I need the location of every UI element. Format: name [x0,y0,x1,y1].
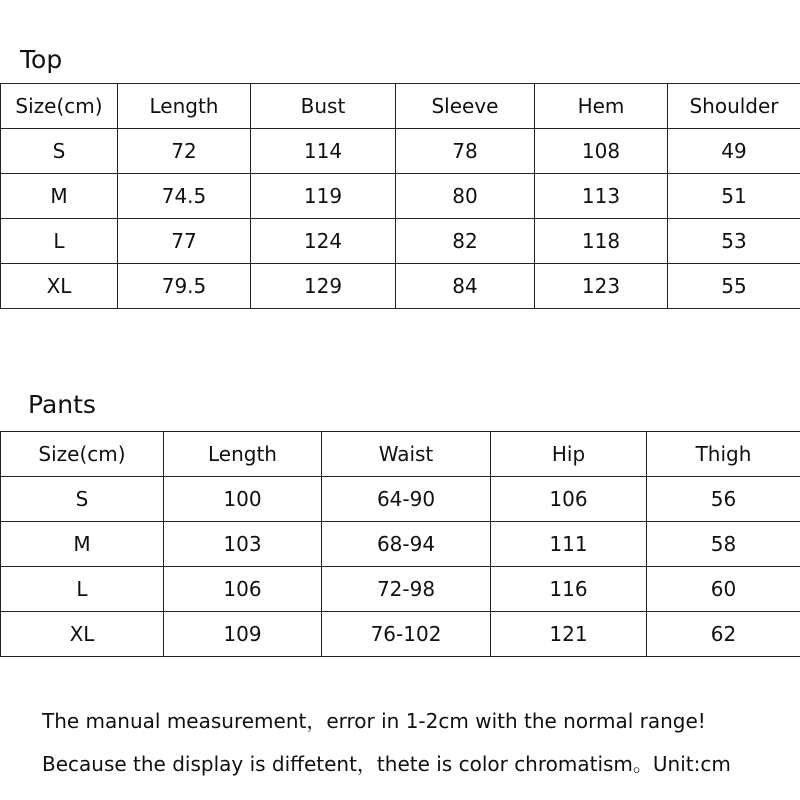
table-row [1,129,800,174]
table-cell: XL [1,264,118,309]
table-row [1,612,800,657]
table-cell: 106 [491,477,647,522]
table-cell: 111 [491,522,647,567]
header-cell: Length [118,84,251,129]
table-cell: 129 [251,264,396,309]
measurement-note: The manual measurement，error in 1-2cm with the normal range! [42,709,706,733]
table-cell: 113 [535,174,668,219]
color-note: Because the display is diffetent，thete is color chromatism。Unit:cm [42,752,731,776]
table-row [1,477,800,522]
top-size-table [0,83,800,309]
header-cell: Hip [491,432,647,477]
table-cell: 60 [647,567,800,612]
header-cell: Bust [251,84,396,129]
table-cell: 103 [164,522,322,567]
table-cell: 62 [647,612,800,657]
header-cell: Size(cm) [1,432,164,477]
header-cell: Shoulder [668,84,800,129]
table-cell: 106 [164,567,322,612]
table-cell: 68-94 [322,522,491,567]
table-cell: 72-98 [322,567,491,612]
table-cell: L [1,219,118,264]
header-cell: Length [164,432,322,477]
table-cell: 123 [535,264,668,309]
table-cell: L [1,567,164,612]
table-cell: 118 [535,219,668,264]
table-cell: M [1,174,118,219]
table-cell: 55 [668,264,800,309]
table-cell: 53 [668,219,800,264]
table-cell: 58 [647,522,800,567]
table-cell: 72 [118,129,251,174]
table-cell: 84 [396,264,535,309]
table-header-row [1,432,800,477]
table-cell: 80 [396,174,535,219]
table-cell: 119 [251,174,396,219]
table-row [1,522,800,567]
table-cell: S [1,129,118,174]
table-cell: 116 [491,567,647,612]
table-header-row [1,84,800,129]
table-row [1,174,800,219]
header-cell: Thigh [647,432,800,477]
pants-size-table [0,431,800,657]
pants-section-title: Pants [28,390,96,419]
table-cell: 100 [164,477,322,522]
table-cell: 64-90 [322,477,491,522]
table-cell: 114 [251,129,396,174]
table-cell: 121 [491,612,647,657]
table-cell: 56 [647,477,800,522]
header-cell: Hem [535,84,668,129]
table-cell: 109 [164,612,322,657]
header-cell: Waist [322,432,491,477]
table-cell: 51 [668,174,800,219]
header-cell: Sleeve [396,84,535,129]
table-cell: 49 [668,129,800,174]
table-cell: XL [1,612,164,657]
table-row [1,264,800,309]
table-cell: S [1,477,164,522]
top-section-title: Top [20,45,63,74]
table-cell: 78 [396,129,535,174]
table-row [1,567,800,612]
table-row [1,219,800,264]
table-cell: 79.5 [118,264,251,309]
table-cell: M [1,522,164,567]
table-cell: 74.5 [118,174,251,219]
header-cell: Size(cm) [1,84,118,129]
table-cell: 82 [396,219,535,264]
table-cell: 124 [251,219,396,264]
table-cell: 76-102 [322,612,491,657]
table-cell: 77 [118,219,251,264]
table-cell: 108 [535,129,668,174]
